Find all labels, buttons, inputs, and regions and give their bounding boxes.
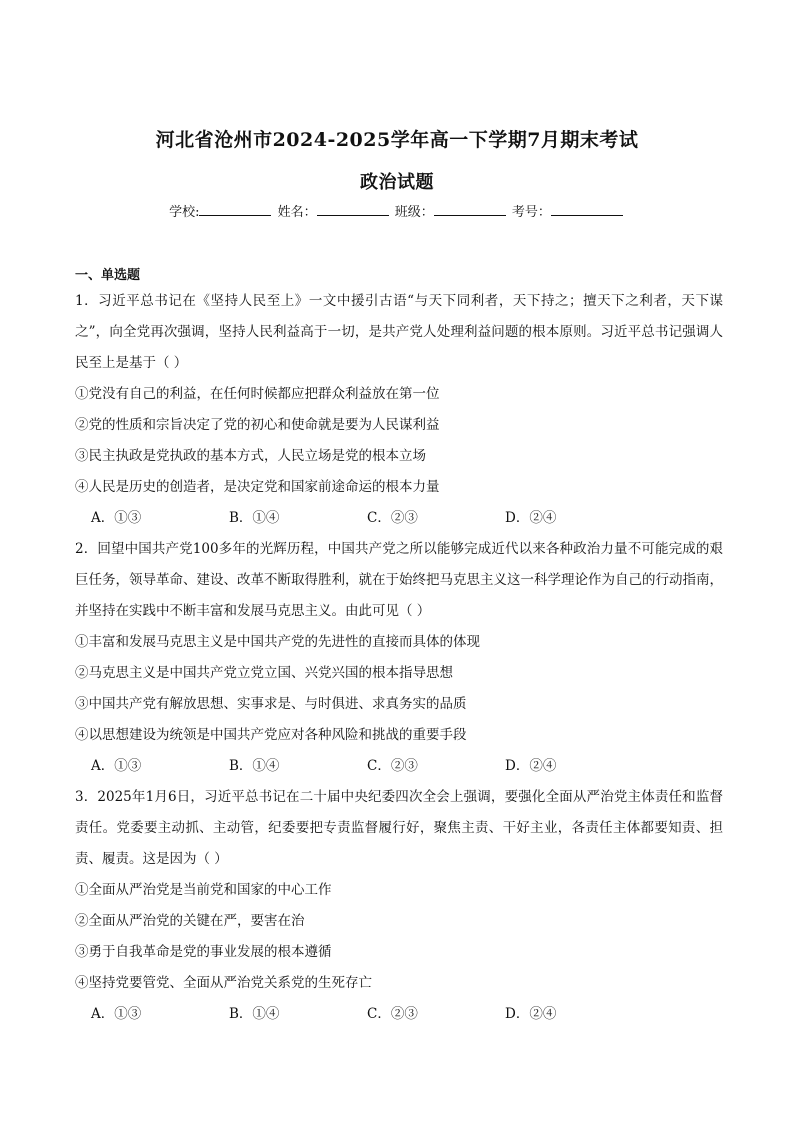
name-blank [317,203,389,216]
choice-c: C．②③ [367,758,418,774]
question-option: ④坚持党要管党、全面从严治党关系党的生死存亡 [75,975,372,991]
exam-subtitle: 政治试题 [360,172,434,193]
choice-b: B．①④ [229,758,280,774]
answer-choices [75,751,723,782]
choice-d: D．②④ [505,510,557,526]
question-list [75,286,723,1030]
choice-c: C．②③ [367,510,418,526]
question-1 [75,286,723,534]
question-option: ③勇于自我革命是党的事业发展的根本遵循 [75,944,332,960]
choice-d: D．②④ [505,758,557,774]
question-option: ③民主执政是党执政的基本方式，人民立场是党的根本立场 [75,448,426,464]
answer-choices [75,503,723,534]
exam-number-blank [551,203,623,216]
question-option: ②全面从严治党的关键在严，要害在治 [75,913,305,929]
choice-a: A．①③ [91,1006,142,1022]
choice-d: D．②④ [505,1006,557,1022]
question-option: ④人民是历史的创造者，是决定党和国家前途命运的根本力量 [75,479,440,495]
question-stem: 1．习近平总书记在《坚持人民至上》一文中援引古语“与天下同利者，天下持之；擅天下之利者，天下谋之”，向全党再次强调，坚持人民利益高于一切，是共产党人处理利益问题的根本原则。习近平总书记强调人民至上是基于（ ） [75,293,723,371]
choice-a: A．①③ [91,510,142,526]
school-blank [199,203,271,216]
question-stem: 2．回望中国共产党100多年的光辉历程，中国共产党之所以能够完成近代以来各种政治力量不可能完成的艰巨任务，领导革命、建设、改革不断取得胜利，就在于始终把马克思主义这一科学理论作为自己的行动指南，并坚持在实践中不断丰富和发展马克思主义。由此可见（ ） [75,541,723,619]
question-stem: 3．2025年1月6日，习近平总书记在二十届中央纪委四次全会上强调，要强化全面从严治党主体责任和监督责任。党委要主动抓、主动管，纪委要把专责监督履行好，聚焦主责、干好主业，各责任主体都要知责、担责、履责。这是因为（ ） [75,789,723,867]
name-label: 姓名： [277,205,317,220]
question-option: ④以思想建设为统领是中国共产党应对各种风险和挑战的重要手段 [75,727,467,743]
choice-a: A．①③ [91,758,142,774]
student-info-line [0,201,794,220]
answer-choices [75,999,723,1030]
question-2 [75,534,723,782]
question-3 [75,782,723,1030]
question-option: ③中国共产党有解放思想、实事求是、与时俱进、求真务实的品质 [75,696,467,712]
exam-title: 河北省沧州市2024-2025学年高一下学期7月期末考试 [155,129,639,151]
section-heading: 一、单选题 [75,268,141,283]
choice-b: B．①④ [229,1006,280,1022]
question-option: ②党的性质和宗旨决定了党的初心和使命就是要为人民谋利益 [75,417,440,433]
question-option: ①全面从严治党是当前党和国家的中心工作 [75,882,332,898]
question-option: ①党没有自己的利益，在任何时候都应把群众利益放在第一位 [75,386,440,402]
exam-number-label: 考号： [511,205,551,220]
choice-b: B．①④ [229,510,280,526]
choice-c: C．②③ [367,1006,418,1022]
school-label: 学校: [169,205,200,220]
class-label: 班级： [394,205,434,220]
class-blank [434,203,506,216]
question-option: ②马克思主义是中国共产党立党立国、兴党兴国的根本指导思想 [75,665,453,681]
question-option: ①丰富和发展马克思主义是中国共产党的先进性的直接而具体的体现 [75,634,480,650]
